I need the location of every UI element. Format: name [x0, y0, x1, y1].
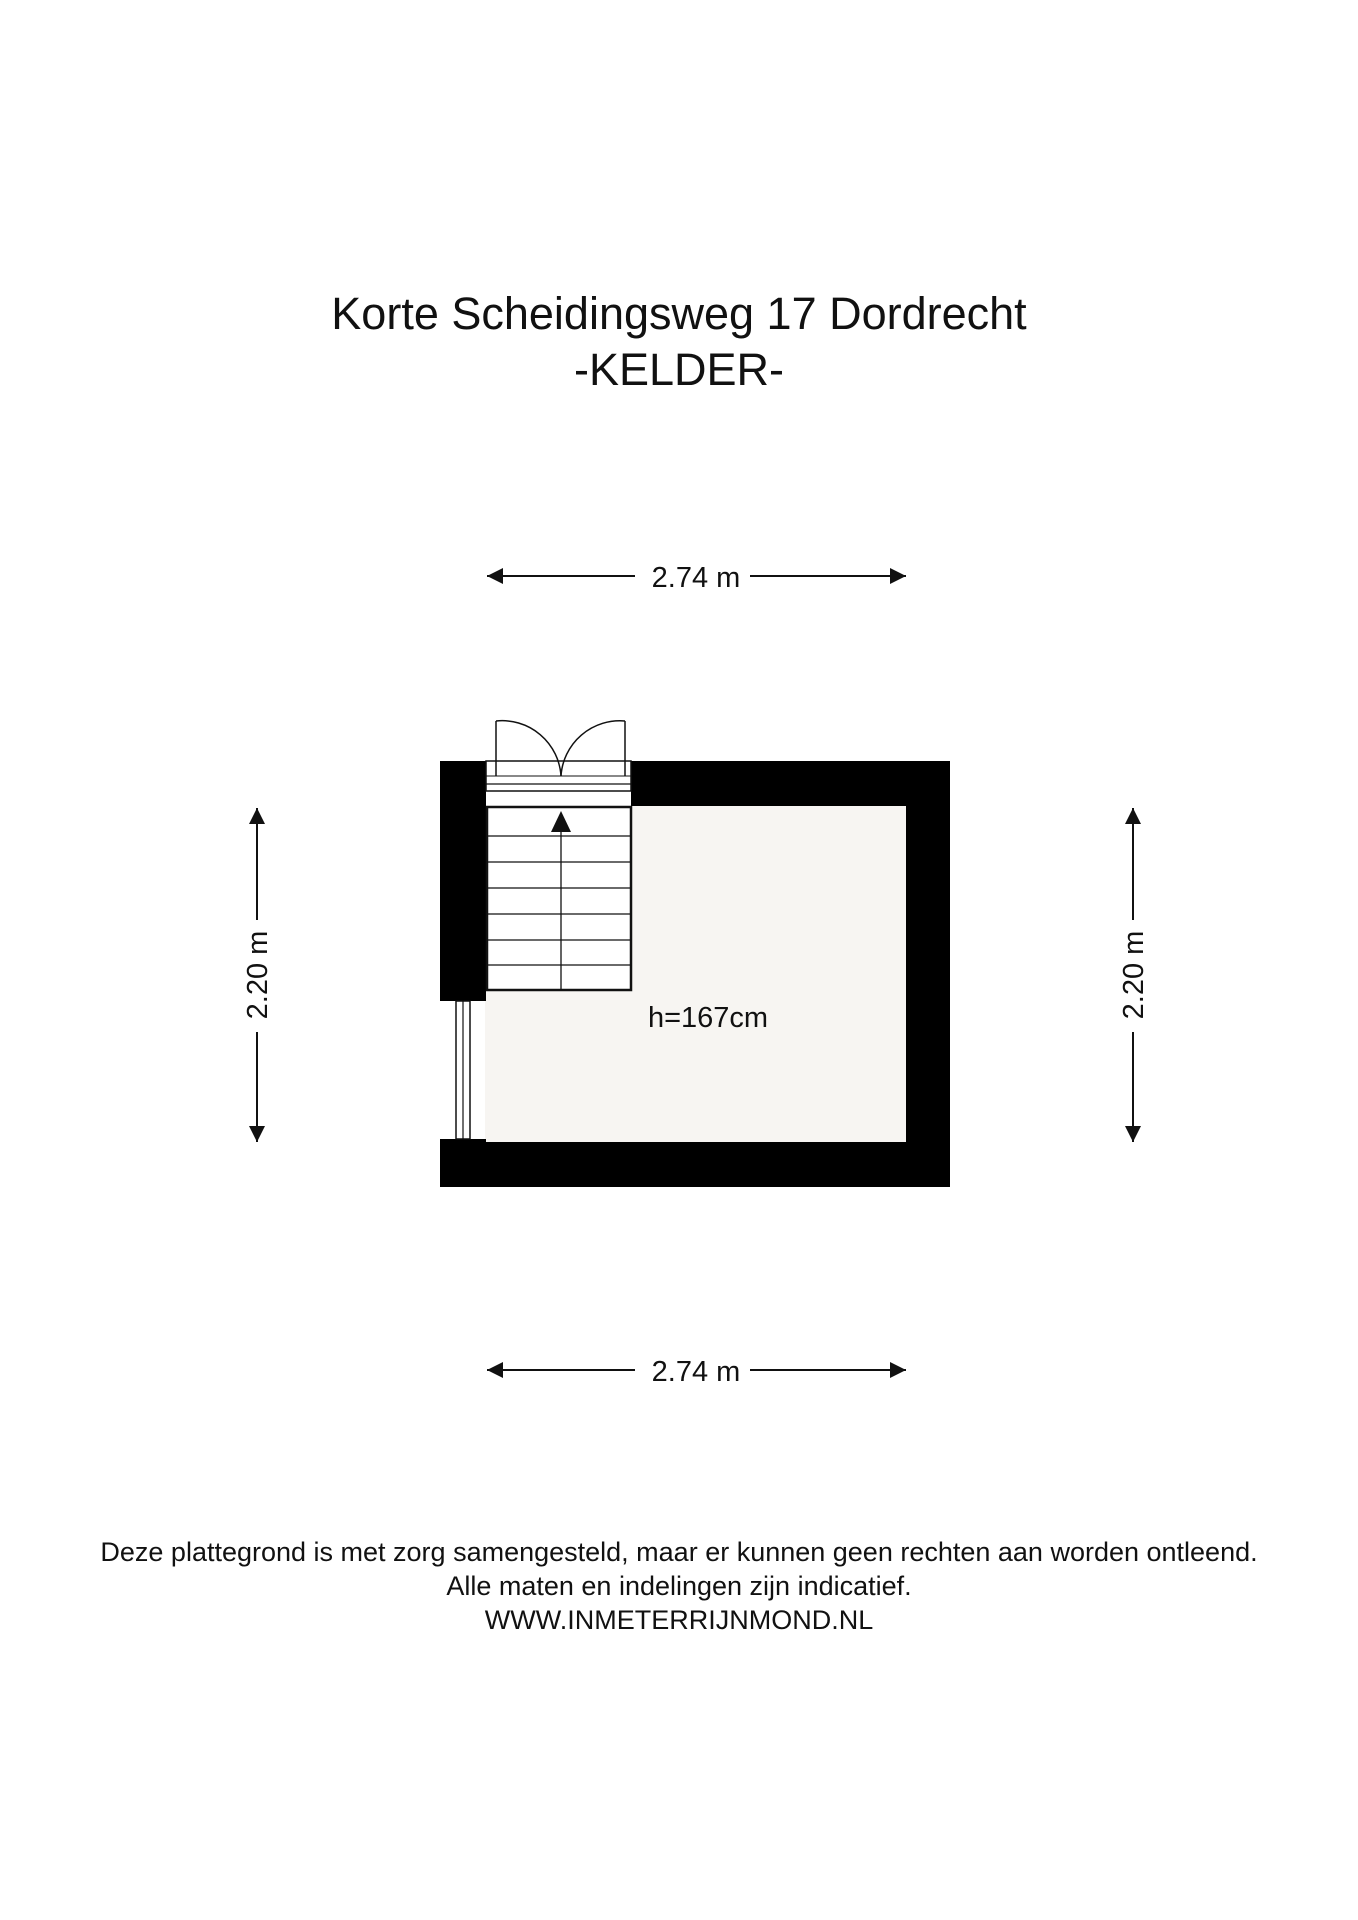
disclaimer-text: Deze plattegrond is met zorg samengesteld, maar er kunnen geen rechten aan worden ontleend.: [100, 1537, 1258, 1567]
wall-left-upper: [440, 761, 486, 1001]
wall-bottom: [440, 1142, 950, 1187]
top-dimension: [487, 562, 906, 594]
wall-top: [631, 761, 950, 806]
website-text: WWW.INMETERRIJNMOND.NL: [484, 1605, 874, 1635]
bottom-width-label: 2.74 m: [651, 1356, 741, 1388]
window-left: [456, 1001, 470, 1139]
right-dimension: [1118, 808, 1150, 1142]
page-title: Korte Scheidingsweg 17 Dordrecht: [331, 288, 1027, 339]
right-height-label: 2.20 m: [1118, 930, 1150, 1020]
left-height-label: 2.20 m: [242, 930, 274, 1020]
room-height-label: h=167cm: [647, 1002, 769, 1034]
bottom-dimension: [487, 1356, 906, 1388]
floor-title: -KELDER-: [573, 344, 785, 395]
wall-right: [906, 761, 950, 1187]
left-dimension: [242, 808, 274, 1142]
top-width-label: 2.74 m: [651, 562, 741, 594]
indicative-text: Alle maten en indelingen zijn indicatief.: [446, 1571, 912, 1601]
staircase: [487, 807, 631, 990]
top-doorway: [486, 761, 631, 791]
